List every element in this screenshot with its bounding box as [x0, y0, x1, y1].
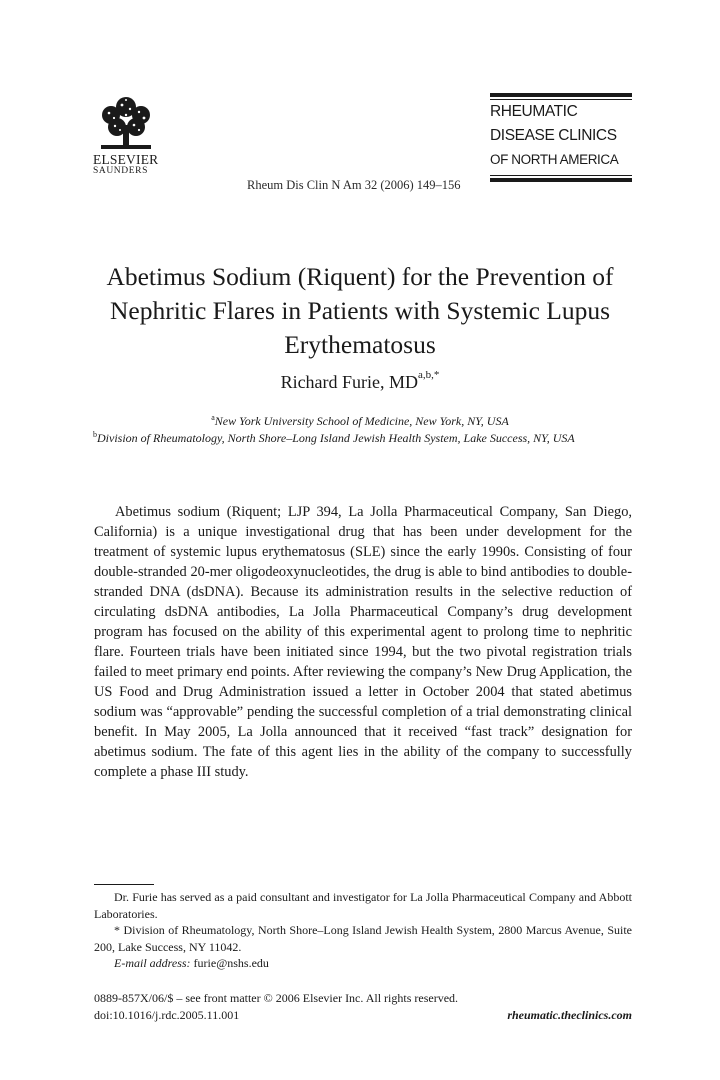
author-affiliation-marks: a,b,* [418, 369, 440, 381]
affiliation-b-text: Division of Rheumatology, North Shore–Long Island Jewish Health System, Lake Success, NY, USA [97, 431, 575, 445]
footnote-correspondence: * Division of Rheumatology, North Shore–Long Island Jewish Health System, 2800 Marcus Avenue, Suite 200, Lake Success, NY 11042. [94, 923, 632, 954]
author-line [80, 369, 640, 393]
email-label: E-mail address: [114, 956, 191, 970]
journal-name-line-3: OF NORTH AMERICA [490, 152, 619, 167]
author-name: Richard Furie, MD [280, 372, 419, 392]
article-title: Abetimus Sodium (Riquent) for the Prevention of Nephritic Flares in Patients with Systemic Lupus Erythematosus [106, 262, 614, 359]
affiliation-b [93, 430, 633, 446]
masthead-top-rule [490, 93, 632, 97]
journal-name-line-1: RHEUMATIC [490, 103, 578, 120]
journal-citation: Rheum Dis Clin N Am 32 (2006) 149–156 [247, 178, 461, 192]
journal-website-link[interactable]: rheumatic.theclinics.com [507, 1008, 632, 1022]
publisher-logo [93, 95, 163, 177]
publisher-name: ELSEVIER [93, 152, 159, 167]
journal-name-line-2: DISEASE CLINICS [490, 127, 617, 144]
footnote-separator [94, 884, 154, 885]
masthead-bottom-thin-rule [490, 175, 632, 176]
doi-link[interactable]: doi:10.1016/j.rdc.2005.11.001 [94, 1008, 240, 1022]
affiliation-b-mark: b [93, 430, 97, 439]
article-body-paragraph: Abetimus sodium (Riquent; LJP 394, La Jolla Pharmaceutical Company, San Diego, California) is a unique investigational drug that has been under development for the treatment of systemic lupus erythematosus (SLE) since the early 1990s. Consisting of four double-stranded 20-mer oligodeoxynucleotides, the drug is able to bind antibodies to double-stranded DNA (dsDNA). Because its administration results in the selective reduction of circulating dsDNA antibodies, La Jolla Pharmaceutical Company’s drug development program has focused on the ability of this experimental agent to prolong time to nephritic flare. Fourteen trials have been initiated since 1994, but the two pivotal registration trials failed to meet primary end points. After reviewing the company’s New Drug Application, the US Food and Drug Administration issued a letter in October 2004 that stated abetimus sodium was “approvable” pending the successful completion of a trial demonstrating clinical benefit. In May 2005, La Jolla announced that it received “fast track” designation for abetimus sodium. The fate of this agent lies in the ability of the company to successfully complete a phase III study. [94, 504, 632, 780]
affiliation-a-text: New York University School of Medicine, New York, NY, USA [214, 414, 509, 428]
affiliation-a [40, 413, 680, 429]
footnote-email [94, 955, 632, 972]
copyright-line: 0889-857X/06/$ – see front matter © 2006 Elsevier Inc. All rights reserved. [94, 991, 459, 1005]
email-link[interactable]: furie@nshs.edu [193, 956, 269, 970]
footnote-disclosure: Dr. Furie has served as a paid consultant and investigator for La Jolla Pharmaceutical Company and Abbott Laboratories. [94, 890, 632, 921]
masthead-bottom-rule [490, 178, 632, 182]
affiliation-a-mark: a [211, 413, 215, 422]
elsevier-tree-icon [95, 95, 157, 153]
journal-masthead [490, 93, 632, 182]
publisher-imprint: SAUNDERS [93, 166, 148, 176]
